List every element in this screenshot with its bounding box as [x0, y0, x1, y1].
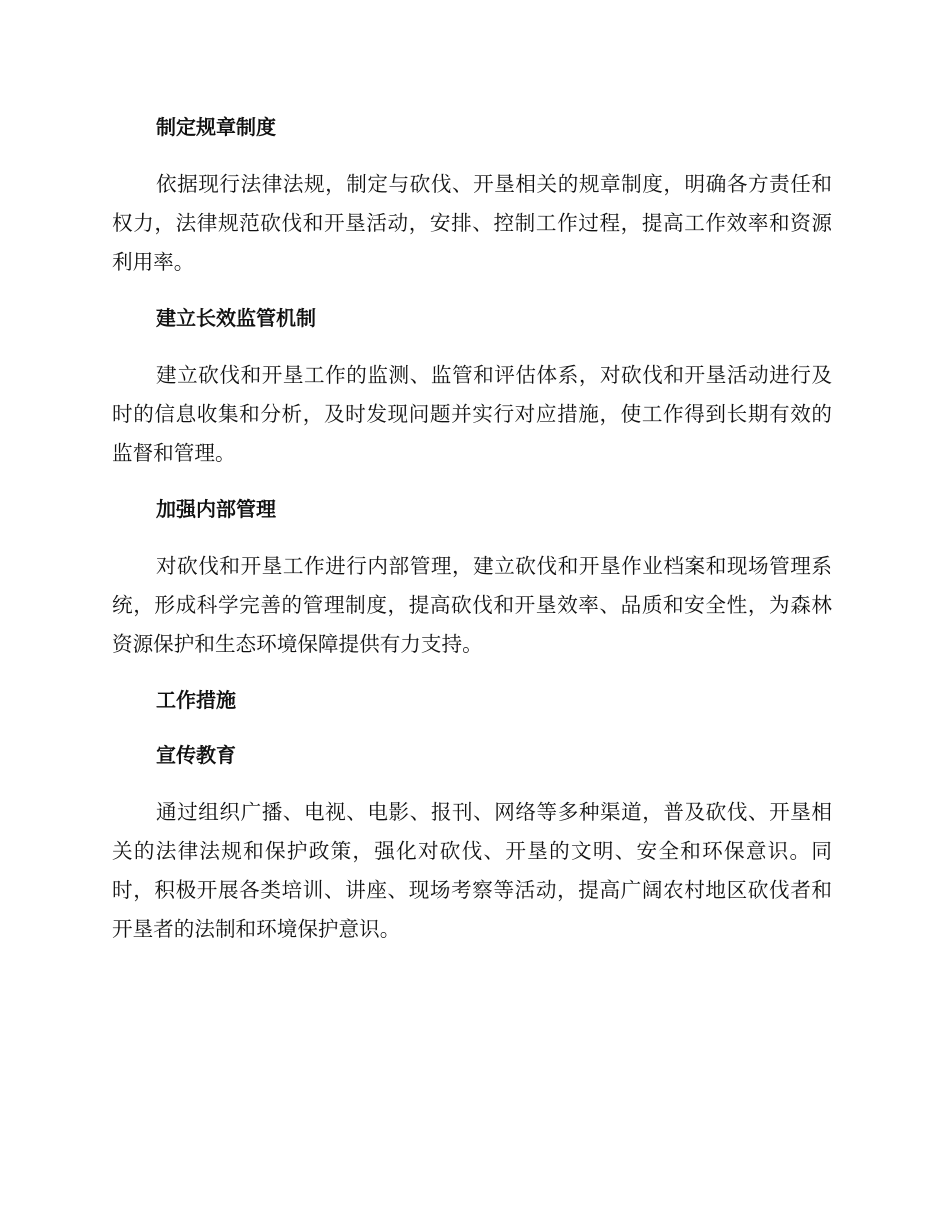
document-page	[112, 108, 832, 949]
section-heading-work-measures: 工作措施	[156, 688, 236, 712]
section-paragraph-internal-management: 对砍伐和开垦工作进行内部管理，建立砍伐和开垦作业档案和现场管理系统，形成科学完善的管理制度，提高砍伐和开垦效率、品质和安全性，为森林资源保护和生态环境保障提供有力支持。	[112, 554, 832, 656]
section-paragraph-publicity-education: 通过组织广播、电视、电影、报刊、网络等多种渠道，普及砍伐、开垦相关的法律法规和保护政策，强化对砍伐、开垦的文明、安全和环保意识。同时，积极开展各类培训、讲座、现场考察等活动，提高广阔农村地区砍伐者和开垦者的法制和环境保护意识。	[112, 800, 832, 941]
section-heading-internal-management: 加强内部管理	[156, 497, 276, 521]
section-heading-publicity-education: 宣传教育	[156, 743, 236, 767]
section-heading-regulations: 制定规章制度	[156, 115, 276, 139]
section-paragraph-supervision: 建立砍伐和开垦工作的监测、监管和评估体系，对砍伐和开垦活动进行及时的信息收集和分析，及时发现问题并实行对应措施，使工作得到长期有效的监督和管理。	[112, 363, 832, 465]
section-heading-supervision: 建立长效监管机制	[156, 306, 316, 330]
section-paragraph-regulations: 依据现行法律法规，制定与砍伐、开垦相关的规章制度，明确各方责任和权力，法律规范砍伐和开垦活动，安排、控制工作过程，提高工作效率和资源利用率。	[112, 172, 832, 274]
